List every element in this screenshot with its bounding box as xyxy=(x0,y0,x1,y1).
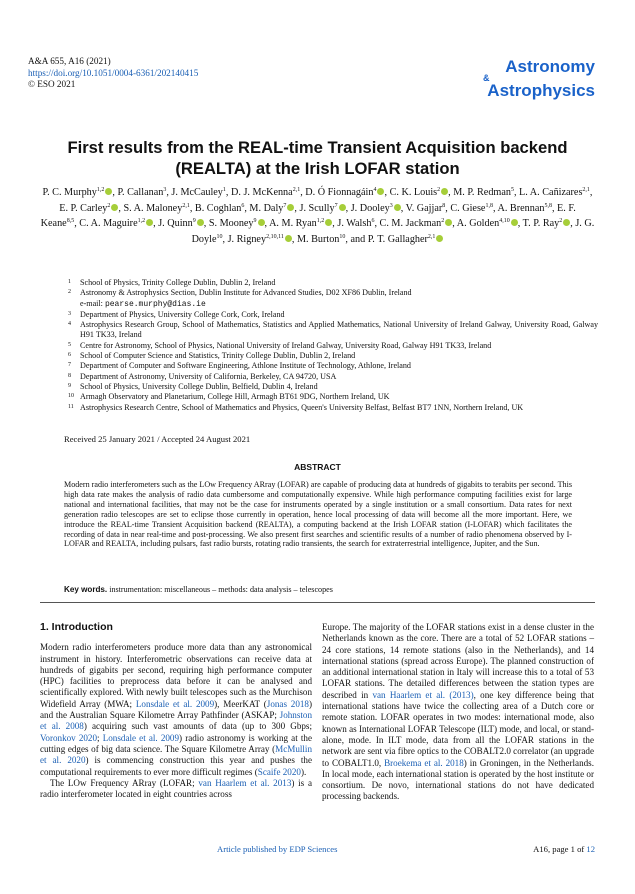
affiliation-number: 5 xyxy=(68,341,71,348)
affiliation-text xyxy=(80,320,598,341)
author-name: S. Mooney xyxy=(208,218,254,230)
affiliation-name: Armagh Observatory and Planetarium, College Hill, Armagh BT61 9DG, Northern Ireland, UK xyxy=(80,392,390,402)
author xyxy=(350,234,443,245)
author-name: A. Brennan xyxy=(497,202,545,214)
body-text: ) in Groningen, in the Netherlands. In local mode, each international station is operated by the host institute or consortium. De novo, international stations do not have dedicated processing backends. xyxy=(322,757,594,802)
intro-column-right xyxy=(322,622,594,803)
body-text: ; xyxy=(97,732,103,743)
author-affil-sup: 6 xyxy=(241,202,245,209)
affiliation xyxy=(68,382,598,392)
author-affil-sup: 3 xyxy=(163,187,167,193)
page-number xyxy=(533,844,595,854)
author-affil-sup: 5 xyxy=(510,187,514,193)
orcid-icon[interactable] xyxy=(111,204,118,211)
citation-link[interactable]: Johnston et al. 2008 xyxy=(40,710,312,732)
author-name: C. K. Louis xyxy=(389,187,438,198)
affiliation xyxy=(68,278,598,288)
affiliation xyxy=(68,392,598,402)
author: J. Scully$^7$ , xyxy=(299,202,351,214)
affiliation-number: 1 xyxy=(68,279,71,285)
citation-link[interactable]: van Haarlem et al. (2013) xyxy=(372,689,474,700)
body-text: The LOw Frequency ARray (LOFAR; xyxy=(50,777,199,788)
paragraph xyxy=(40,642,312,778)
citation-link[interactable]: van Haarlem et al. 2013 xyxy=(198,777,292,788)
citation-link[interactable]: Jonas 2018 xyxy=(266,698,309,709)
affiliation-number: 7 xyxy=(68,362,71,369)
intro-column-left xyxy=(40,622,312,800)
author-name: J. Quinn xyxy=(158,218,193,230)
author: C. M. Jackman$^2$ , xyxy=(379,218,457,230)
author: M. P. Redman$^5$, xyxy=(453,187,520,198)
paragraph xyxy=(40,778,312,801)
body-text: ). xyxy=(300,766,307,777)
orcid-icon[interactable] xyxy=(377,188,384,195)
author: S. Mooney$^9$ , xyxy=(208,218,270,230)
orcid-icon[interactable] xyxy=(197,219,204,226)
author-name: B. Coghlan xyxy=(194,202,242,214)
author-name: P. Callanan xyxy=(117,187,164,198)
author: J. McCauley$^1$, xyxy=(171,187,231,198)
orcid-icon[interactable] xyxy=(394,204,401,211)
author-name: J. Rigney xyxy=(227,234,267,246)
author: D. J. McKenna$^{2,1}$, xyxy=(231,187,306,198)
copyright: © ESO 2021 xyxy=(28,79,76,90)
affiliation-text xyxy=(80,310,598,320)
author: J. Walsh$^6$, xyxy=(337,218,380,230)
author: P. C. Murphy$^{1,2}$ , xyxy=(42,187,118,198)
author-prefix: and xyxy=(350,234,368,246)
affiliation-name: Astrophysics Research Centre, School of Mathematics and Physics, Queen's University Belfast, Belfast BT7 1NN, Northern Ireland, UK xyxy=(80,402,524,412)
affiliation-text xyxy=(80,403,598,413)
author-name: J. Walsh xyxy=(337,218,372,230)
affiliation-number: 2 xyxy=(68,289,71,296)
author: A. Golden$^{4,10}$ , xyxy=(456,218,523,230)
author: C. A. Maguire$^{1,2}$ , xyxy=(79,218,159,230)
author-affil-sup: 5,8 xyxy=(544,202,552,209)
author-name: M. Daly xyxy=(249,202,284,214)
body-text: Europe. The majority of the LOFAR stations exist in a dense cluster in the Netherlands known as the core. There are a total of 52 LOFAR stations – 24 core stations, 14 remote stations (also in the Netherlands), and 14 international stations (spread across Europe). The planned construction of an additional international station in Italy will increase this to a total of 53 LOFAR stations. The detailed differences between the station types are described in xyxy=(322,622,594,700)
author-affil-sup: 8,5 xyxy=(66,218,75,225)
section-title: 1. Introduction xyxy=(40,621,113,633)
author-affil-sup: 1,2 xyxy=(96,187,105,193)
author: D. Ó Fionnagáin$^4$ , xyxy=(305,187,390,198)
affiliation-number: 4 xyxy=(68,321,71,328)
author-affil-sup: 1 xyxy=(222,187,226,193)
logo-line-astrophysics: Astrophysics xyxy=(487,81,595,100)
affiliation-name: School of Physics, Trinity College Dublin, Dublin 2, Ireland xyxy=(80,278,276,287)
affiliation-number: 6 xyxy=(68,352,71,359)
orcid-icon[interactable] xyxy=(563,219,570,226)
affiliation-text xyxy=(80,351,598,361)
author-name: P. T. Gallagher xyxy=(367,234,428,246)
author-affil-sup: 2 xyxy=(437,187,441,193)
author: M. Daly$^7$ , xyxy=(249,202,300,214)
affiliation-name: School of Physics, University College Dublin, Belfield, Dublin 4, Ireland xyxy=(80,381,318,391)
email-label: e-mail: xyxy=(80,298,105,308)
author-name: T. P. Ray xyxy=(522,218,560,230)
author-affil-sup: 2,1 xyxy=(292,187,301,193)
affiliation-number: 10 xyxy=(68,393,74,400)
author-affil-sup: 8 xyxy=(442,202,446,209)
body-text: Modern radio interferometers produce more data than any astronomical instrument in history. Interferometric observations can receive data at hundreds of gigabits per second, requiring high performance computer (HPC) facilities to preprocess data before it can be analysed and scientifically explored. With newly built telescopes such as the Murchison Widefield Array (MWA; xyxy=(40,642,312,709)
author-affil-sup: 2 xyxy=(107,202,111,209)
keywords-text: instrumentation: miscellaneous – methods: data analysis – telescopes xyxy=(109,585,333,594)
affiliation-name: Department of Physics, University College Cork, Cork, Ireland xyxy=(80,309,285,319)
orcid-icon[interactable] xyxy=(287,204,294,211)
author-name: M. P. Redman xyxy=(453,187,511,198)
citation-link[interactable]: Lonsdale et al. 2009 xyxy=(102,732,180,743)
author-affil-sup: 2,1 xyxy=(582,187,590,193)
abstract-heading: ABSTRACT xyxy=(294,462,341,472)
affiliation-number: 3 xyxy=(68,310,71,317)
author-affil-sup: 10 xyxy=(339,234,346,241)
author-name: C. Giese xyxy=(450,202,486,214)
received-date: Received 25 January 2021 / Accepted 24 August 2021 xyxy=(64,434,251,444)
author-name: J. McCauley xyxy=(171,187,223,198)
author-name: C. A. Maguire xyxy=(79,218,138,230)
author: T. P. Ray$^2$ , xyxy=(522,218,576,230)
author-name: D. J. McKenna xyxy=(231,187,293,198)
orcid-icon[interactable] xyxy=(105,188,112,195)
affiliation-text xyxy=(80,361,598,371)
author: V. Gajjar$^8$, xyxy=(405,202,451,214)
citation-link[interactable]: Scaife 2020 xyxy=(257,766,301,777)
orcid-icon[interactable] xyxy=(258,219,265,226)
email-address[interactable]: pearse.murphy@dias.ie xyxy=(104,299,206,309)
orcid-icon[interactable] xyxy=(441,188,448,195)
author-name: P. C. Murphy xyxy=(42,187,97,198)
citation-link[interactable]: Voronkov 2020 xyxy=(40,732,98,743)
author-name: E. P. Carley xyxy=(59,202,108,214)
orcid-icon[interactable] xyxy=(436,235,443,242)
author-affil-sup: 3 xyxy=(389,202,393,209)
author: A. M. Ryan$^{1,2}$ , xyxy=(269,218,338,230)
body-text: ) and the Australian Square Kilometre Array Pathfinder (ASKAP; xyxy=(40,698,312,721)
author-name: A. Golden xyxy=(456,218,500,230)
author: A. Brennan$^{5,8}$, xyxy=(497,202,558,214)
orcid-icon[interactable] xyxy=(285,235,292,242)
page-label: A16, page 1 of xyxy=(533,844,587,854)
affiliation-text xyxy=(80,288,598,310)
journal-logo xyxy=(475,58,595,99)
author-name: J. G. Doyle xyxy=(191,218,595,246)
author-affil-sup: 1,8 xyxy=(485,202,493,209)
author: S. A. Maloney$^{2,1}$, xyxy=(123,202,195,214)
author-name: E. F. Keane xyxy=(40,202,576,230)
author-affil-sup: 6 xyxy=(371,218,375,225)
author-name: D. Ó Fionnagáin xyxy=(305,187,374,198)
affiliation-name: Department of Computer and Software Engineering, Athlone Institute of Technology, Athlone, Ireland xyxy=(80,361,411,371)
author-affil-sup: 4 xyxy=(373,187,377,193)
author-affil-sup: 2 xyxy=(559,218,563,225)
author-affil-sup: 9 xyxy=(192,218,196,225)
author: C. Giese$^{1,8}$, xyxy=(450,202,498,214)
author: J. Dooley$^3$ , xyxy=(350,202,406,214)
affiliation-name: Centre for Astronomy, School of Physics, National University of Ireland Galway, University Road, Galway H91 TK33, Ireland xyxy=(80,340,492,350)
affiliation xyxy=(68,320,598,341)
author-name: M. Burton xyxy=(296,234,340,246)
author: C. K. Louis$^2$ , xyxy=(389,187,454,198)
author: P. Callanan$^3$, xyxy=(117,187,172,198)
author-affil-sup: 2,10,11 xyxy=(266,234,284,241)
affiliation-number: 11 xyxy=(68,403,74,410)
author-name: J. Dooley xyxy=(350,202,390,214)
affiliation-list xyxy=(68,278,598,413)
author: J. Rigney$^{2,10,11}$ , xyxy=(227,234,297,246)
affiliation xyxy=(68,310,598,320)
author: M. Burton$^{10}$, xyxy=(296,234,351,246)
orcid-icon[interactable] xyxy=(511,219,518,226)
author: B. Coghlan$^6$, xyxy=(194,202,250,214)
affiliation-text xyxy=(80,382,598,392)
keywords-label: Key words. xyxy=(64,585,108,594)
author-affil-sup: 1,2 xyxy=(316,218,325,225)
body-text: , one key difference being that international stations have twice the collecting area of a Dutch core or remote station. LOFAR operates in two modes: international mode, also known as International LOFAR Telescope (ILT) mode, and local, or stand-alone, mode. In ILT mode, data from all the LOFAR stations in the network are sent via fibre optics to the COBALT2.0 correlator (an upgrade to COBALT1.0, xyxy=(322,689,594,768)
journal-header xyxy=(28,56,198,91)
paragraph xyxy=(322,622,594,803)
body-text: ) radio astronomy is working at the cutting edges of big data science. The Square Kilometre Array ( xyxy=(40,732,312,754)
author: J. G. Doyle$^{10}$, xyxy=(191,218,595,246)
author-affil-sup: 9 xyxy=(253,218,257,225)
author: E. F. Keane$^{8,5}$, xyxy=(40,202,576,230)
affiliation xyxy=(68,372,598,382)
author: E. P. Carley$^2$ , xyxy=(59,202,124,214)
affiliation xyxy=(68,341,598,351)
affiliation-text xyxy=(80,278,598,288)
keywords xyxy=(64,585,572,594)
journal-citation: A&A 655, A16 (2021) xyxy=(28,56,111,66)
citation-link[interactable]: Lonsdale et al. 2009 xyxy=(135,698,215,709)
author-name: A. M. Ryan xyxy=(269,218,317,230)
affiliation-name: Astrophysics Research Group, School of Mathematics, Statistics and Applied Mathematics, National University of Ireland Galway, University Road, Galway H91 TK33, Ireland xyxy=(80,320,598,340)
author-name: C. M. Jackman xyxy=(379,218,442,230)
author-affil-sup: 2,1 xyxy=(182,202,190,209)
publisher-link[interactable]: Article published by EDP Sciences xyxy=(217,844,338,854)
author-affil-sup: 2 xyxy=(441,218,445,225)
orcid-icon[interactable] xyxy=(146,219,153,226)
paper-title: First results from the REAL-time Transient Acquisition backend (REALTA) at the Irish LOFAR station xyxy=(67,138,568,178)
affiliation-text xyxy=(80,392,598,402)
citation-link[interactable]: Broekema et al. 2018 xyxy=(384,757,464,768)
author-name: J. Scully xyxy=(299,202,335,214)
logo-ampersand: & xyxy=(483,73,490,83)
affiliation-name: Astronomy & Astrophysics Section, Dublin Institute for Advanced Studies, D02 XF86 Dublin, Ireland xyxy=(80,288,412,298)
doi-link[interactable]: https://doi.org/10.1051/0004-6361/202140415 xyxy=(28,67,199,78)
affiliation xyxy=(68,288,598,310)
citation-link[interactable]: McMullin et al. 2020 xyxy=(40,743,312,766)
section-divider xyxy=(40,602,595,603)
affiliation-name: School of Computer Science and Statistics, Trinity College Dublin, Dublin 2, Ireland xyxy=(80,351,356,361)
orcid-icon[interactable] xyxy=(339,204,346,211)
author: L. A. Cañizares$^{2,1}$, xyxy=(519,187,593,198)
author: J. Quinn$^9$ , xyxy=(158,218,209,230)
orcid-icon[interactable] xyxy=(325,219,332,226)
page-total-link[interactable]: 12 xyxy=(586,844,595,854)
affiliation-number: 9 xyxy=(68,382,71,389)
author-name: L. A. Cañizares xyxy=(519,187,583,198)
author-list xyxy=(40,184,595,247)
author-affil-sup: 7 xyxy=(283,202,287,209)
body-text: ) acquiring such vast amounts of data (up to 300 Gbps; xyxy=(83,721,312,732)
body-text: ) is commencing construction this year and pushes the computational requirements to ever more difficult regimes ( xyxy=(40,755,312,777)
author-affil-sup: 1,2 xyxy=(137,218,146,225)
author-affil-sup: 7 xyxy=(334,202,338,209)
affiliation xyxy=(68,351,598,361)
affiliation-number: 8 xyxy=(68,372,71,379)
orcid-icon[interactable] xyxy=(445,219,452,226)
affiliation-text xyxy=(80,372,598,382)
author-name: V. Gajjar xyxy=(405,202,443,214)
affiliation-name: Department of Astronomy, University of California, Berkeley, CA 94720, USA xyxy=(80,371,337,381)
author-affil-sup: 10 xyxy=(216,234,223,241)
author-name: S. A. Maloney xyxy=(123,202,183,214)
affiliation-text xyxy=(80,341,598,351)
logo-line-astronomy: Astronomy xyxy=(505,57,595,76)
author-affil-sup: 2,1 xyxy=(427,234,436,241)
abstract-text: Modern radio interferometers such as the LOw Frequency ARray (LOFAR) are capable of producing data at hundreds of gigabits to terabits per second. This high data rate makes the analysis of radio data cumbersome and computationally expensive. While high performance computing facilities exist for large national and international facilities, that may not be the case for instruments operated by a single institution or a small consortium. Data rates for next generation radio telescopes are set to eclipse those currently in operation, hence local processing of data will become all the more important. Here, we introduce the REAL-time Transient Acquisition backend (REALTA), a computing backend at the Irish LOFAR station (I-LOFAR) which facilitates the recording of data in near real-time and post-processing. We also present first searches and scientific results of a number of radio phenomena observed by I-LOFAR and REALTA, including pulsars, fast radio bursts, rotating radio transients, the search for extraterrestrial intelligence, Jupiter, and the Sun. xyxy=(64,480,572,549)
affiliation xyxy=(68,403,598,413)
body-text: ) is a radio interferometer located in eight countries across xyxy=(40,777,312,800)
body-text: ), MeerKAT ( xyxy=(214,698,267,709)
author-affil-sup: 4,10 xyxy=(499,218,510,225)
affiliation xyxy=(68,361,598,371)
